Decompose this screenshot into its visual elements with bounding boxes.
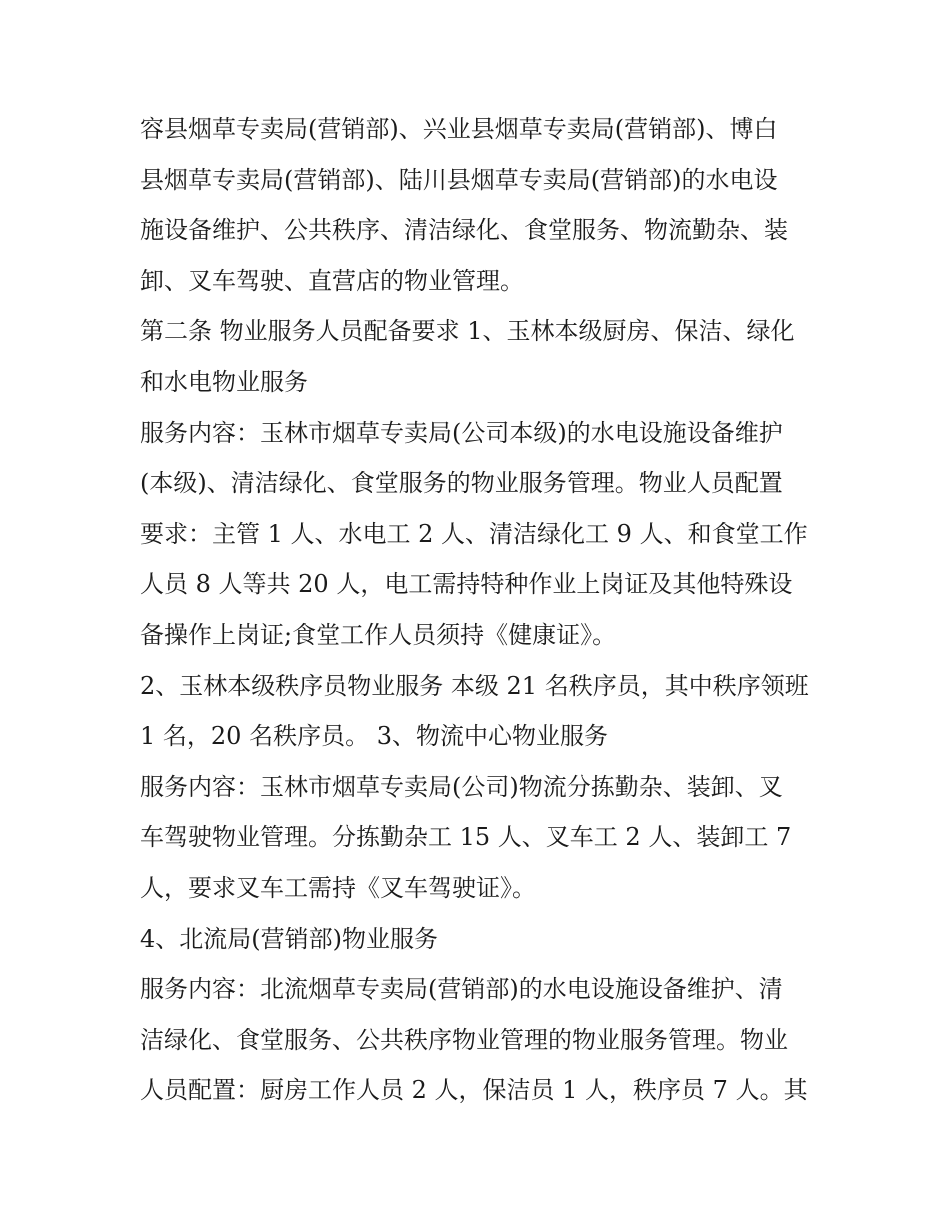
text-line: 卸、叉车驾驶、直营店的物业管理。 xyxy=(140,266,524,295)
text-line: 人员配置：厨房工作人员 2 人，保洁员 1 人，秩序员 7 人。其 xyxy=(140,1076,808,1105)
article-heading-line: 第二条 物业服务人员配备要求 1、玉林本级厨房、保洁、绿化 xyxy=(140,317,795,346)
text-line: 要求：主管 1 人、水电工 2 人、清洁绿化工 9 人、和食堂工作 xyxy=(140,519,808,548)
text-line: 施设备维护、公共秩序、清洁绿化、食堂服务、物流勤杂、装 xyxy=(140,216,788,245)
text-line: 容县烟草专卖局(营销部)、兴业县烟草专卖局(营销部)、博白 xyxy=(140,115,778,143)
document-body xyxy=(140,104,820,1116)
text-line: 2、玉林本级秩序员物业服务 本级 21 名秩序员，其中秩序领班 xyxy=(140,671,809,700)
text-line: (本级)、清洁绿化、食堂服务的物业服务管理。物业人员配置 xyxy=(140,469,783,498)
text-line: 人员 8 人等共 20 人，电工需持特种作业上岗证及其他特殊设 xyxy=(140,570,793,599)
text-line: 和水电物业服务 xyxy=(140,367,308,396)
text-line: 1 名，20 名秩序员。 3、物流中心物业服务 xyxy=(140,722,608,751)
text-line: 服务内容：玉林市烟草专卖局(公司本级)的水电设施设备维护 xyxy=(140,418,783,447)
text-line: 车驾驶物业管理。分拣勤杂工 15 人、叉车工 2 人、装卸工 7 xyxy=(140,823,792,852)
text-line: 洁绿化、食堂服务、公共秩序物业管理的物业服务管理。物业 xyxy=(140,1025,788,1054)
text-line: 备操作上岗证;食堂工作人员须持《健康证》。 xyxy=(140,620,617,649)
text-line: 县烟草专卖局(营销部)、陆川县烟草专卖局(营销部)的水电设 xyxy=(140,165,778,194)
section-heading-line: 4、北流局(营销部)物业服务 xyxy=(140,924,438,953)
text-line: 人，要求叉车工需持《叉车驾驶证》。 xyxy=(140,873,536,902)
text-line: 服务内容：北流烟草专卖局(营销部)的水电设施设备维护、清 xyxy=(140,975,783,1004)
text-line: 服务内容：玉林市烟草专卖局(公司)物流分拣勤杂、装卸、叉 xyxy=(140,772,783,801)
